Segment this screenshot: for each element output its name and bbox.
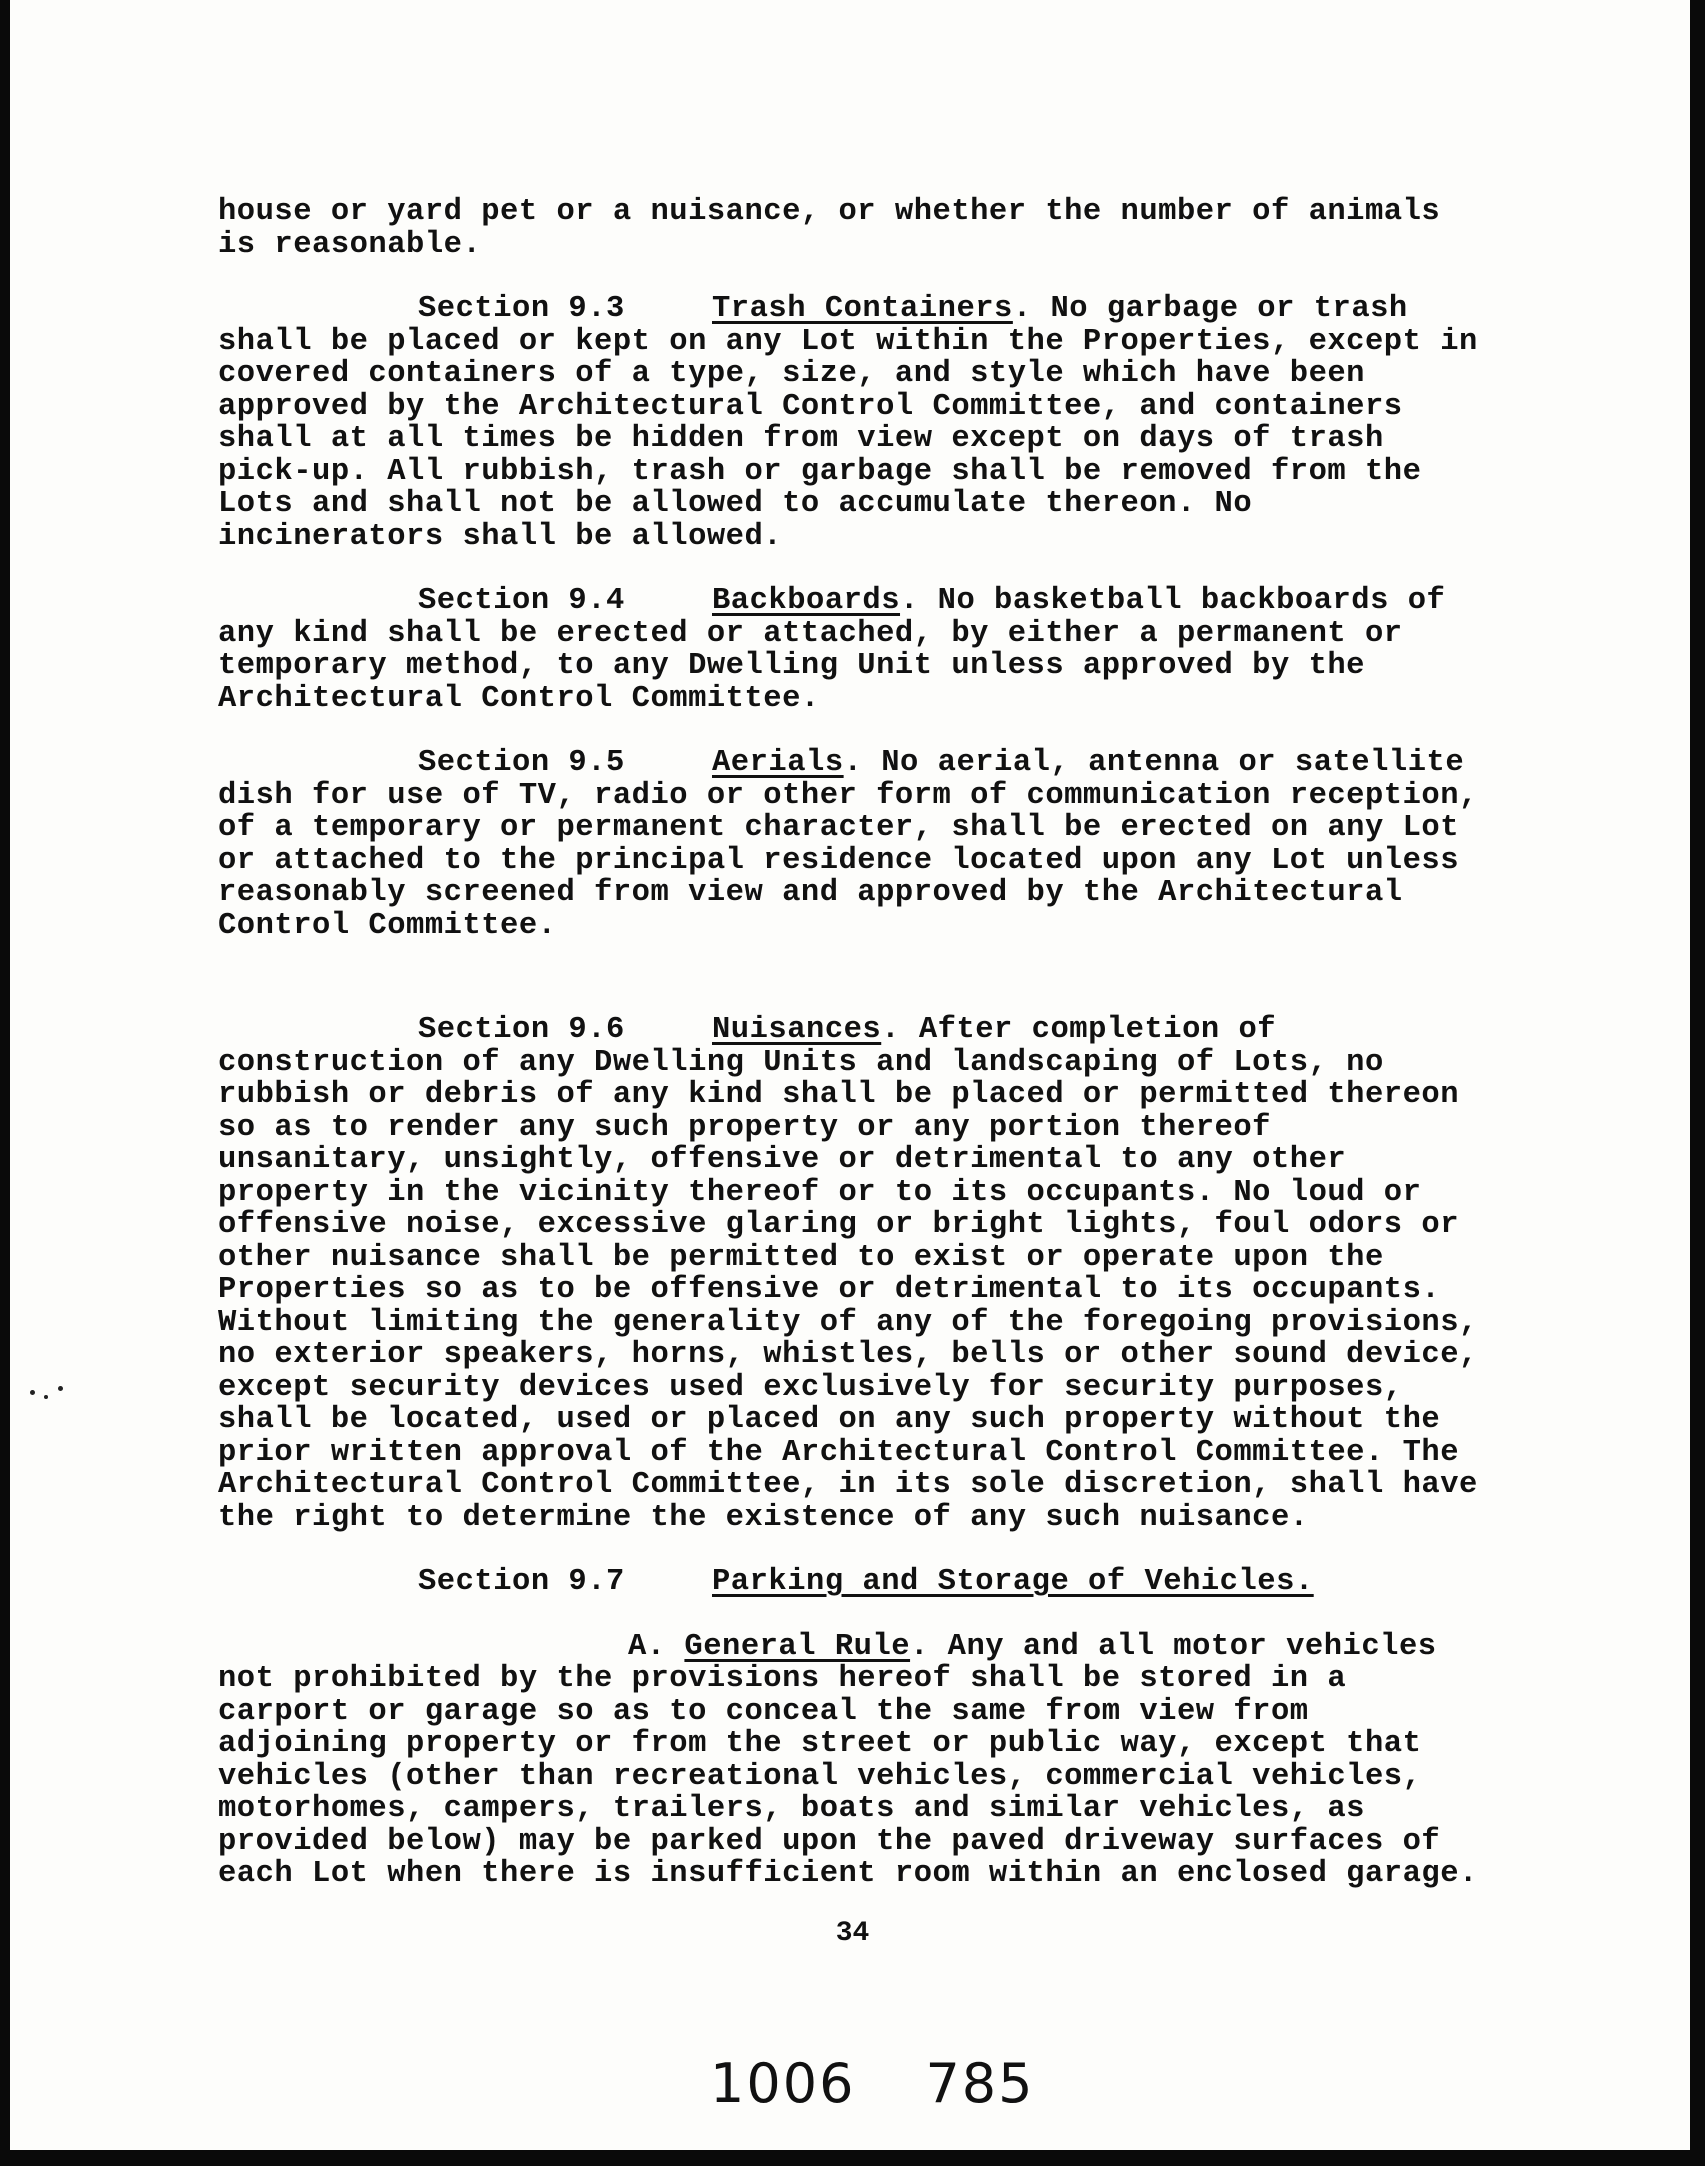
- scan-speck: [30, 1390, 35, 1395]
- text-line: Architectural Control Committee, in its sole discretion, shall have: [218, 1468, 1478, 1502]
- text-line: each Lot when there is insufficient room within an enclosed garage.: [218, 1857, 1478, 1891]
- text-line: Lots and shall not be allowed to accumulate thereon. No: [218, 487, 1253, 521]
- document-page: [10, 0, 1690, 2150]
- section-9-4: Section 9.4 Backboards. No basketball backboards of any kind shall be erected or attached, by either a permanent or temporary method, to any Dwelling Unit unless approved by the Architectural Control Committee.: [218, 585, 1503, 715]
- text-line: except security devices used exclusively for security purposes,: [218, 1370, 1403, 1405]
- section-9-6: Section 9.6 Nuisances. After completion of construction of any Dwelling Units and landscaping of Lots, no rubbish or debris of any kind shall be placed or permitted thereon so as to render any such property or any portion thereof unsanitary, unsightly, offensive or detrimental to any other property in the vicinity thereof or to its occupants. No loud or offensive noise, excessive glaring or bright lights, foul odors or other nuisance shall be permitted to exist or operate upon the Properties so as to be offensive or detrimental to its occupants. Without limiting the generality of any of the foregoing provisions, no exterior speakers, horns, whistles, bells or other sound device, except security devices used exclusively for security purposes, shall be located, used or placed on any such property without the prior written approval of the Architectural Control Committee. The Architectural Control Committee, in its sole discretion, shall have the right to determine the existence of any such nuisance.: [218, 1014, 1503, 1534]
- text-line: prior written approval of the Architectural Control Committee. The: [218, 1435, 1459, 1470]
- text-line: adjoining property or from the street or public way, except that: [218, 1727, 1422, 1761]
- stamp-book-number: 1006: [710, 2052, 856, 2115]
- stamp-page-number: 785: [925, 2052, 1035, 2115]
- text-line: no exterior speakers, horns, whistles, bells or other sound device,: [218, 1338, 1478, 1372]
- text-line: the right to determine the existence of any such nuisance.: [218, 1500, 1309, 1535]
- text-line: After completion of: [918, 1013, 1277, 1047]
- text-line: pick-up. All rubbish, trash or garbage shall be removed from the: [218, 454, 1422, 489]
- text-line: house or yard pet or a nuisance, or whether the number of animals: [218, 195, 1441, 229]
- section-number: Section 9.3: [418, 292, 625, 326]
- section-number: Section 9.6: [418, 1013, 625, 1047]
- section-title: Aerials: [712, 746, 844, 780]
- record-stamp: [710, 2052, 1035, 2115]
- text-line: motorhomes, campers, trailers, boats and similar vehicles, as: [218, 1792, 1365, 1826]
- text-line: reasonably screened from view and approved by the Architectural: [218, 876, 1403, 910]
- scan-speck: [58, 1386, 63, 1391]
- text-line: construction of any Dwelling Units and landscaping of Lots, no: [218, 1045, 1384, 1080]
- text-line: Properties so as to be offensive or detrimental to its occupants.: [218, 1273, 1441, 1307]
- text-line: vehicles (other than recreational vehicles, commercial vehicles,: [218, 1759, 1422, 1794]
- subsection-title: General Rule: [684, 1629, 911, 1664]
- text-line: Any and all motor vehicles: [947, 1629, 1437, 1664]
- text-line: so as to render any such property or any portion thereof: [218, 1110, 1271, 1145]
- text-line: No garbage or trash: [1050, 292, 1408, 326]
- text-line: shall be placed or kept on any Lot within the Properties, except in: [218, 324, 1478, 359]
- section-number: Section 9.7: [418, 1565, 625, 1599]
- text-line: carport or garage so as to conceal the same from view from: [218, 1694, 1309, 1729]
- text-line: Architectural Control Committee.: [218, 681, 820, 716]
- section-number: Section 9.5: [418, 746, 625, 780]
- text-line: Without limiting the generality of any of the foregoing provisions,: [218, 1305, 1478, 1340]
- text-line: approved by the Architectural Control Committee, and containers: [218, 389, 1403, 424]
- section-9-5: Section 9.5 Aerials. No aerial, antenna or satellite dish for use of TV, radio or other form of communication reception, of a temporary or permanent character, shall be erected on any Lot or attached to the principal residence located upon any Lot unless reasonably screened from view and approved by the Architectural Control Committee.: [218, 747, 1503, 942]
- text-line: unsanitary, unsightly, offensive or detrimental to any other: [218, 1143, 1347, 1177]
- text-line: offensive noise, excessive glaring or bright lights, foul odors or: [218, 1208, 1459, 1242]
- scan-speck: [44, 1395, 48, 1399]
- text-line: other nuisance shall be permitted to exist or operate upon the: [218, 1240, 1384, 1275]
- text-line: No aerial, antenna or satellite: [881, 746, 1465, 780]
- section-title: Parking and Storage of Vehicles.: [712, 1565, 1314, 1599]
- text-line: or attached to the principal residence located upon any Lot unless: [218, 843, 1459, 878]
- page-number: 34: [835, 1918, 870, 1949]
- section-title: Nuisances: [712, 1013, 882, 1047]
- section-title: Trash Containers: [712, 292, 1013, 326]
- text-line: any kind shall be erected or attached, by either a permanent or: [218, 616, 1403, 651]
- text-line: shall at all times be hidden from view except on days of trash: [218, 422, 1384, 456]
- text-line: shall be located, used or placed on any such property without the: [218, 1403, 1441, 1437]
- text-line: covered containers of a type, size, and style which have been: [218, 357, 1365, 391]
- section-9-3: Section 9.3 Trash Containers. No garbage or trash shall be placed or kept on any Lot within the Properties, except in covered containers of a type, size, and style which have been approved by the Architectural Control Committee, and containers shall at all times be hidden from view except on days of trash pick-up. All rubbish, trash or garbage shall be removed from the Lots and shall not be allowed to accumulate thereon. No incinerators shall be allowed.: [218, 293, 1503, 553]
- intro-paragraph: [218, 196, 1503, 261]
- text-line: is reasonable.: [218, 227, 482, 262]
- text-line: incinerators shall be allowed.: [218, 519, 783, 554]
- section-number: Section 9.4: [418, 584, 625, 618]
- section-title: Backboards: [712, 584, 901, 618]
- text-line: not prohibited by the provisions hereof shall be stored in a: [218, 1662, 1347, 1696]
- document-body: [218, 196, 1503, 1923]
- text-line: No basketball backboards of: [937, 584, 1446, 618]
- text-line: rubbish or debris of any kind shall be placed or permitted thereon: [218, 1078, 1459, 1112]
- text-line: dish for use of TV, radio or other form of communication reception,: [218, 778, 1478, 813]
- section-9-7-heading: [218, 1566, 1503, 1599]
- text-line: provided below) may be parked upon the paved driveway surfaces of: [218, 1824, 1441, 1859]
- subsection-label: A.: [628, 1629, 666, 1664]
- text-line: property in the vicinity thereof or to its occupants. No loud or: [218, 1175, 1422, 1210]
- text-line: of a temporary or permanent character, shall be erected on any Lot: [218, 811, 1459, 845]
- text-line: Control Committee.: [218, 908, 557, 943]
- subsection-a: A. General Rule. Any and all motor vehicles not prohibited by the provisions hereof shall be stored in a carport or garage so as to conceal the same from view from adjoining property or from the street or public way, except that vehicles (other than recreational vehicles, commercial vehicles, motorhomes, campers, trailers, boats and similar vehicles, as provided below) may be parked upon the paved driveway surfaces of each Lot when there is insufficient room within an enclosed garage.: [218, 1631, 1503, 1891]
- text-line: temporary method, to any Dwelling Unit unless approved by the: [218, 649, 1365, 683]
